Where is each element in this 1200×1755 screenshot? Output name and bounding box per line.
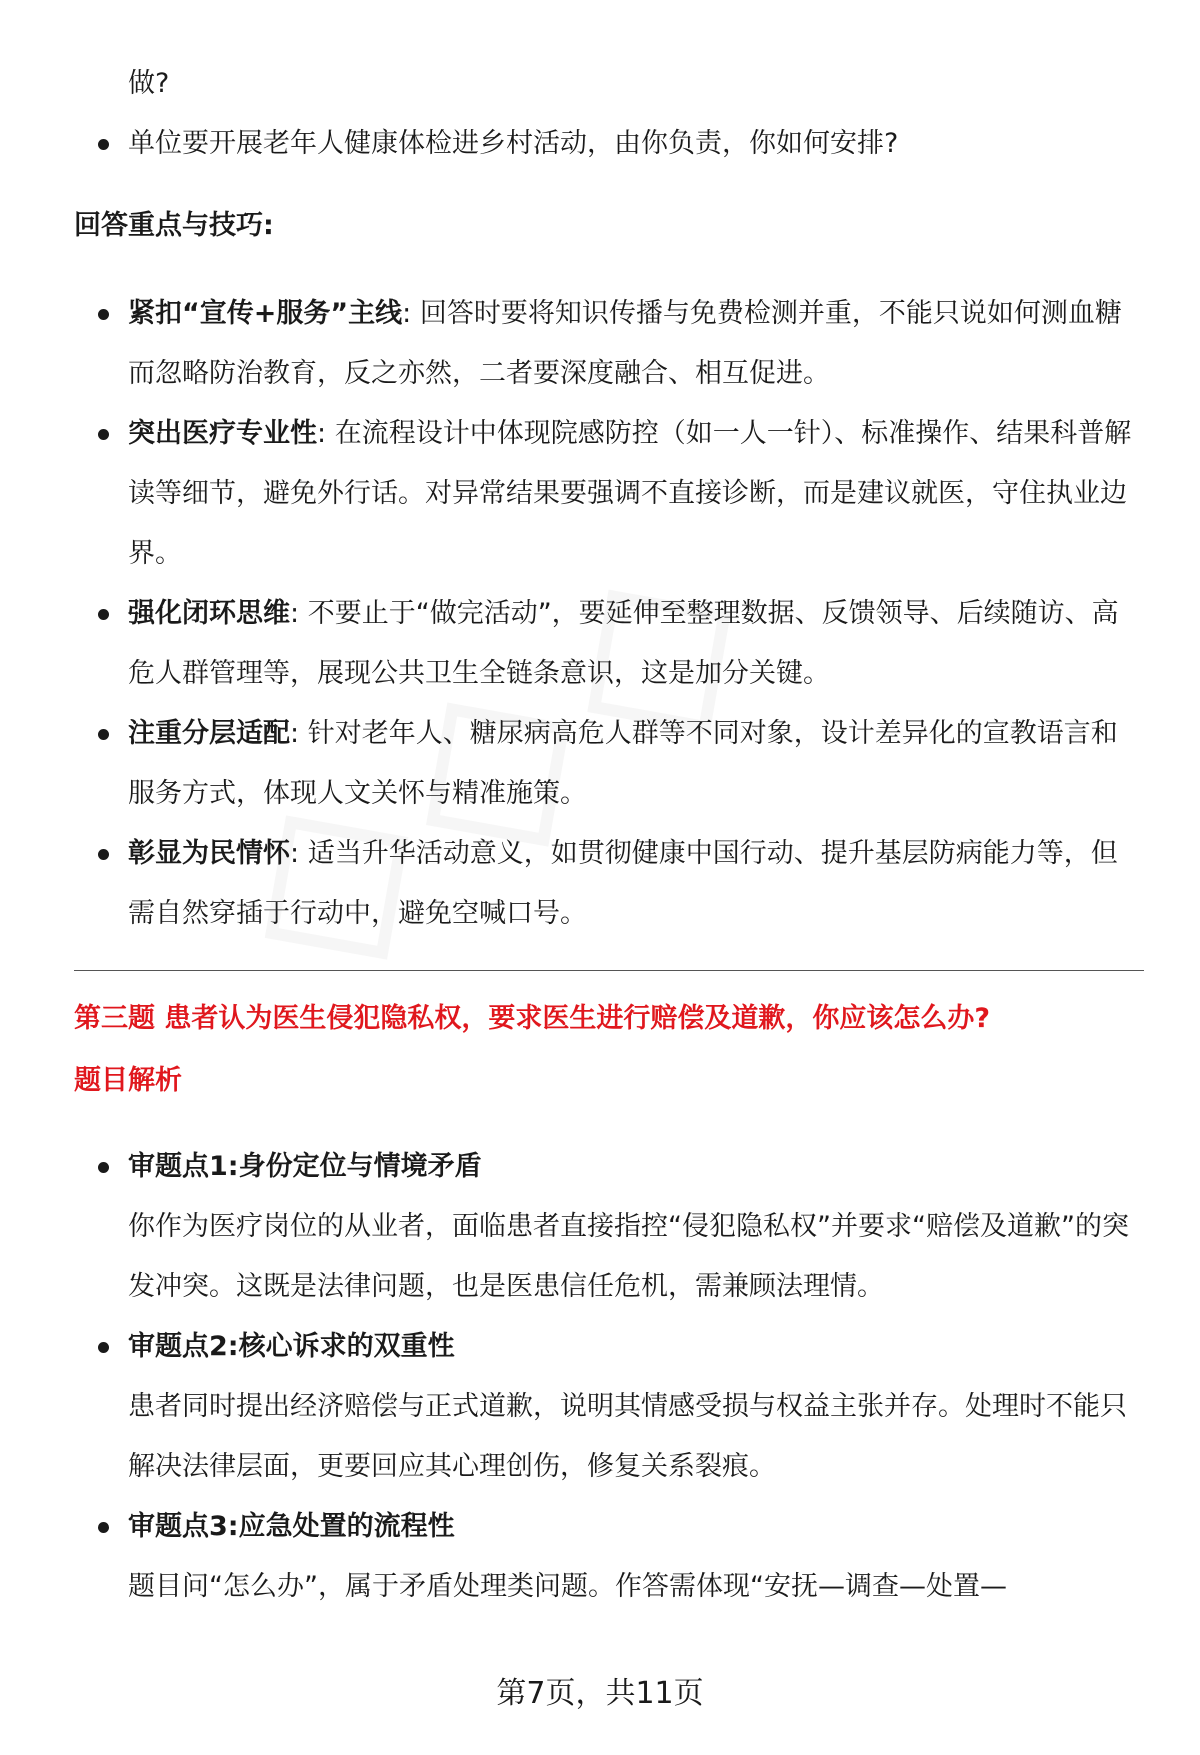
bullet-dot-icon [98,729,109,740]
list-item-text: 单位要开展老年人健康体检进乡村活动，由你负责，你如何安排? [128,128,899,159]
tip-title: 突出医疗专业性 [128,418,317,449]
page-number: 第7页，共11页 [496,1676,704,1711]
analysis-item [74,1497,1144,1617]
analysis-list [74,1137,1144,1617]
tip-text: 适当升华活动意义，如贯彻健康中国行动、提升基层防病能力等，但需自然穿插于行动中，避免空喊口号。 [128,838,1118,929]
bullet-dot-icon [98,609,109,620]
bullet-dot-icon [98,309,109,320]
analysis-point-text: 患者同时提出经济赔偿与正式道歉，说明其情感受损与权益主张并存。处理时不能只解决法律层面，更要回应其心理创伤，修复关系裂痕。 [128,1391,1127,1482]
tip-text: 针对老年人、糖尿病高危人群等不同对象，设计差异化的宣教语言和服务方式，体现人文关怀与精准施策。 [128,718,1118,809]
bullet-dot-icon [98,429,109,440]
bullet-dot-icon [98,1162,109,1173]
tip-title: 彰显为民情怀 [128,838,290,869]
tip-sep: : [290,838,300,869]
bullet-dot-icon [98,139,109,150]
tip-sep: : [290,598,300,629]
bullet-dot-icon [98,1342,109,1353]
bullet-dot-icon [98,1522,109,1533]
list-item [74,114,1144,174]
tip-title: 紧扣“宣传+服务”主线 [128,298,403,329]
tip-sep: : [402,298,412,329]
analysis-item [74,1137,1144,1317]
tips-list [74,284,1144,944]
tip-item [74,704,1144,824]
tip-item [74,284,1144,404]
tip-item [74,584,1144,704]
question-list [74,114,1144,174]
analysis-point-text: 你作为医疗岗位的从业者，面临患者直接指控“侵犯隐私权”并要求“赔偿及道歉”的突发冲突。这既是法律问题，也是医患信任危机，需兼顾法理情。 [128,1211,1129,1302]
tip-item [74,404,1144,584]
tip-text: 不要止于“做完活动”，要延伸至整理数据、反馈领导、后续随访、高危人群管理等，展现公共卫生全链条意识，这是加分关键。 [128,598,1119,689]
tip-sep: : [317,418,327,449]
question-3-heading: 第三题 患者认为医生侵犯隐私权，要求医生进行赔偿及道歉，你应该怎么办? [74,1003,991,1034]
analysis-heading: 题目解析 [74,1065,182,1096]
tip-sep: : [290,718,300,749]
tip-title: 强化闭环思维 [128,598,290,629]
bullet-dot-icon [98,849,109,860]
page-content [74,54,1144,1617]
continuation-line: 做? [128,68,170,99]
analysis-point-title: 审题点3:应急处置的流程性 [128,1511,455,1542]
analysis-item [74,1317,1144,1497]
analysis-point-text: 题目问“怎么办”，属于矛盾处理类问题。作答需体现“安抚—调查—处置— [128,1571,1007,1602]
tip-text: 在流程设计中体现院感防控（如一人一针）、标准操作、结果科普解读等细节，避免外行话。对异常结果要强调不直接诊断，而是建议就医，守住执业边界。 [128,418,1132,569]
tip-title: 注重分层适配 [128,718,290,749]
section-divider [74,970,1144,971]
tip-item [74,824,1144,944]
analysis-point-title: 审题点1:身份定位与情境矛盾 [128,1151,482,1182]
tips-heading: 回答重点与技巧: [74,210,274,241]
analysis-point-title: 审题点2:核心诉求的双重性 [128,1331,455,1362]
tip-text: 回答时要将知识传播与免费检测并重，不能只说如何测血糖而忽略防治教育，反之亦然，二者要深度融合、相互促进。 [128,298,1122,389]
